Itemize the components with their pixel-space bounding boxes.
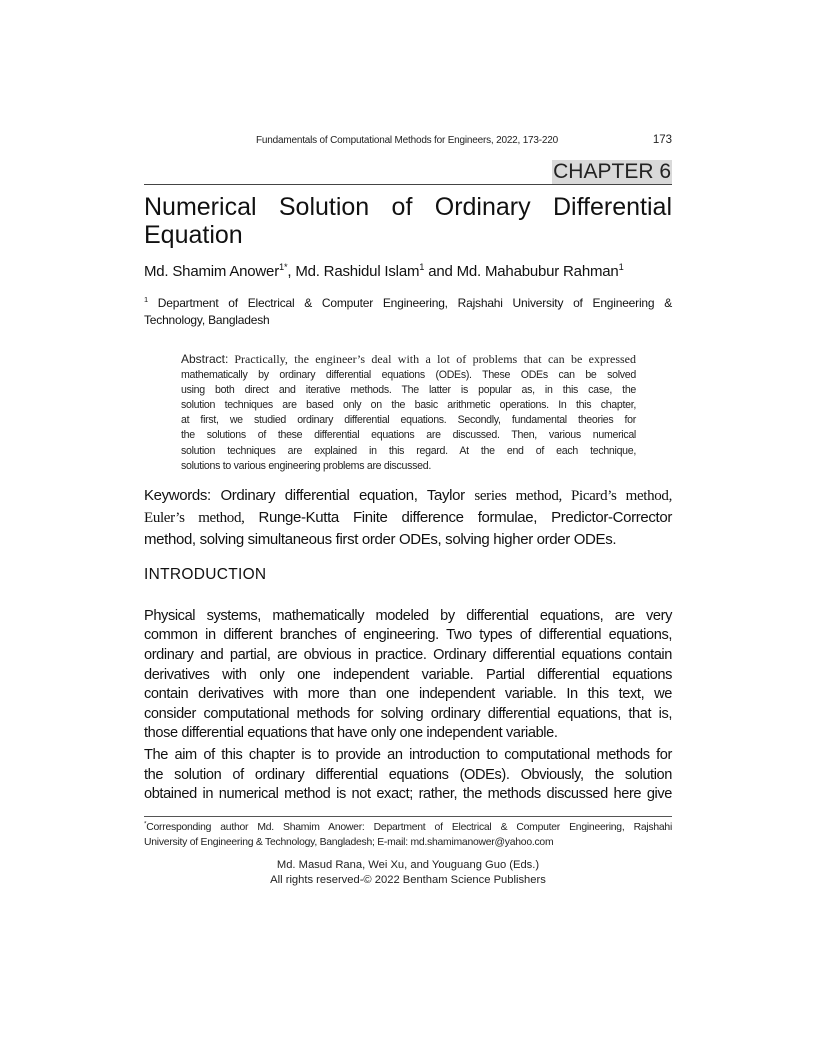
paragraph-line: common in different branches of engineering. Two types of differential equations, [144, 627, 672, 644]
chapter-label: CHAPTER 6 [553, 160, 671, 183]
abstract-line: solution techniques are based only on the basic arithmetic operations. In this chapter, [181, 399, 636, 412]
paragraph-line: those differential equations that have only one independent variable. [144, 725, 558, 742]
title-line: Numerical Solution of Ordinary Differential [144, 193, 672, 221]
paragraph [144, 607, 672, 744]
affiliation-line: Technology, Bangladesh [144, 313, 270, 327]
affiliation-sup: 1 [144, 295, 148, 304]
footnote-line: University of Engineering & Technology, Bangladesh; E-mail: md.shamimanower@yahoo.com [144, 836, 554, 848]
running-header [144, 133, 672, 147]
separator: , [287, 263, 296, 280]
abstract-line: mathematically by ordinary differential equations (ODEs). These ODEs can be solved [181, 369, 636, 382]
abstract-label: Abstract: [181, 352, 229, 366]
paragraph-line: obtained in numerical method is not exact; rather, the methods discussed here give [144, 786, 672, 803]
keywords-text: method, solving simultaneous first order ODEs, solving higher order ODEs. [144, 530, 617, 548]
keywords-text: series method, Picard’s method, [474, 487, 672, 504]
footnote [144, 820, 672, 850]
paragraph-line: derivatives with only one independent variable. Partial differential equations [144, 666, 672, 683]
page-column [144, 133, 672, 888]
paragraph-line: Physical systems, mathematically modeled by differential equations, are very [144, 607, 672, 624]
abstract-line: at first, we studied ordinary differential equations. Secondly, fundamental theories for [181, 414, 636, 427]
copyright: All rights reserved-© 2022 Bentham Science Publishers [270, 873, 546, 886]
editors: Md. Masud Rana, Wei Xu, and Youguang Guo (Eds.) [276, 858, 540, 871]
abstract-line: solutions to various engineering problems are discussed. [181, 459, 431, 472]
paragraph-line: consider computational methods for solving ordinary differential equations, that is, [144, 705, 672, 722]
abstract-line: the solutions of these differential equations are discussed. Then, various numerical [181, 429, 636, 442]
author-sup: 1 [618, 262, 624, 272]
paragraph-line: The aim of this chapter is to provide an introduction to computational methods for [144, 746, 672, 763]
abstract-line: solution techniques are explained in this regard. At the end of each technique, [181, 444, 636, 457]
paragraph-line: ordinary and partial, are obvious in practice. Ordinary differential equations contain [144, 646, 672, 663]
abstract-line: Practically, the engineer’s deal with a lot of problems that can be expressed [234, 352, 636, 366]
keywords-text: Ordinary differential equation, Taylor [220, 486, 465, 504]
authors [144, 262, 672, 282]
chapter-title [144, 193, 672, 249]
page-number: 173 [652, 134, 672, 146]
header-divider [144, 184, 672, 185]
keywords-label: Keywords: [144, 486, 211, 504]
author-sup: 1* [278, 262, 288, 272]
author-sup: 1 [419, 262, 425, 272]
footnote-mark: * [144, 820, 147, 828]
paragraph-line: the solution of ordinary differential equations (ODEs). Obviously, the solution [144, 766, 672, 783]
section-heading: INTRODUCTION [144, 565, 267, 583]
paragraph [144, 746, 672, 805]
abstract-line: using both direct and iterative methods. The latter is popular as, in this case, the [181, 384, 636, 397]
keywords-text: Runge-Kutta Finite difference formulae, Predictor-Corrector [258, 508, 672, 526]
separator: and [424, 263, 457, 280]
paragraph-line: contain derivatives with more than one independent variable. In this text, we [144, 686, 672, 703]
author-name: Md. Mahabubur Rahman [456, 263, 619, 280]
affiliation [144, 295, 672, 329]
footnote-divider [144, 816, 672, 817]
running-title: Fundamentals of Computational Methods for Engineers, 2022, 173-220 [256, 135, 558, 146]
chapter-row [144, 160, 672, 184]
abstract [181, 352, 636, 474]
footnote-line: Corresponding author Md. Shamim Anower: Department of Electrical & Computer Engineering, Rajshahi [146, 821, 672, 833]
affiliation-line: Department of Electrical & Computer Engineering, Rajshahi University of Engineering & [157, 296, 672, 310]
publisher-info [144, 858, 672, 888]
author-name: Md. Shamim Anower [144, 263, 279, 280]
author-name: Md. Rashidul Islam [295, 263, 420, 280]
keywords-text: Euler’s method, [144, 509, 245, 526]
keywords [144, 485, 672, 551]
title-line: Equation [144, 221, 243, 249]
